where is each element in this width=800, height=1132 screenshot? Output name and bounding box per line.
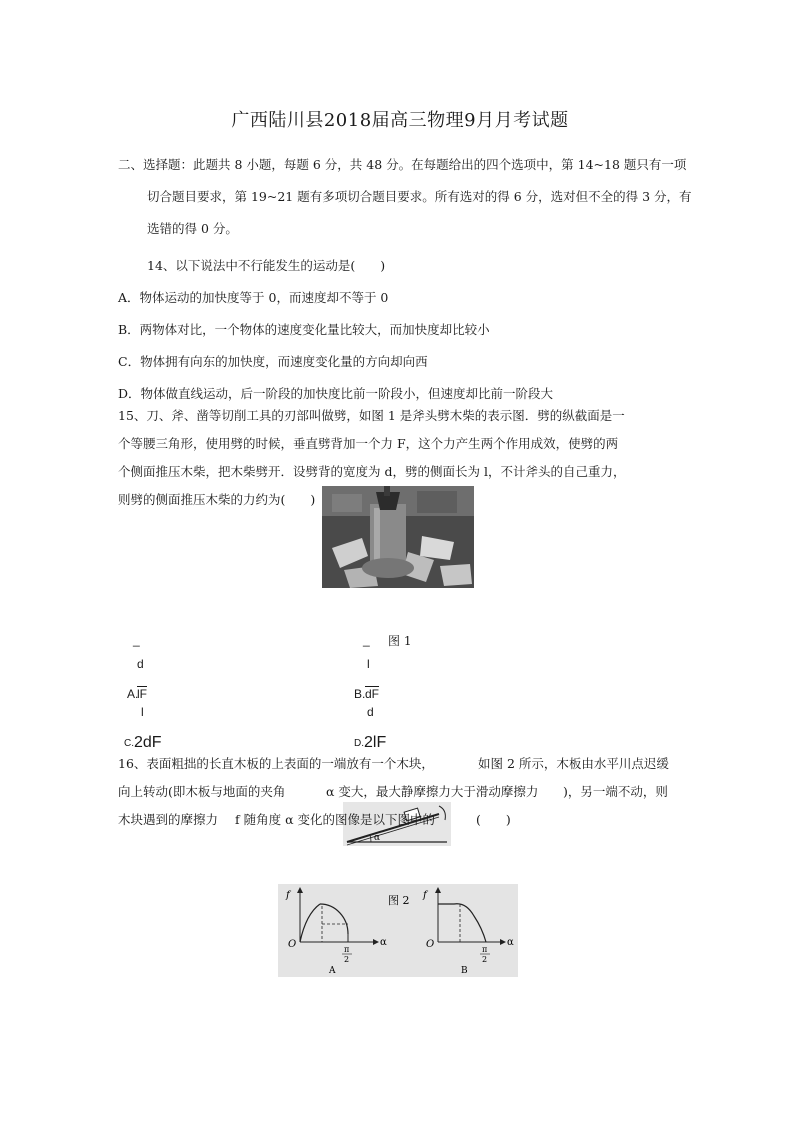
section-instructions-line3: 选错的得 0 分。 (147, 221, 238, 236)
q16-line3-start: 木块遇到的摩擦力 (118, 812, 219, 827)
q15-option-a-fraction: $\overline{lF}$ (137, 687, 147, 701)
q15-line4: 则劈的侧面推压木柴的力约为( ) (118, 492, 316, 507)
figure-1-caption: 图 1 (388, 634, 412, 648)
q15-option-d-label: D. (354, 738, 364, 749)
q16-line1-start: 16、表面粗拙的长直木板的上表面的一端放有一个木块， (118, 756, 434, 771)
q15-option-b-bar: _ (363, 633, 370, 647)
graph-b-two-label: 2 (482, 955, 488, 964)
q15-line2: 个等腰三角形，使用劈的时候，垂直劈背加一个力 F，这个力产生两个作用成效，使劈的两 (118, 436, 619, 451)
q16-line3-end: ( ) (476, 812, 511, 827)
incline-alpha-label: α (374, 833, 381, 843)
q14-option-a: A．物体运动的加快度等于 0，而速度却不等于 0 (118, 290, 389, 305)
graph-b-origin-label: O (426, 939, 435, 950)
q16-line2-end: )，另一端不动，则 (563, 784, 668, 799)
q15-option-b-fraction: $\overline{dF}$ (365, 687, 380, 701)
graph-a-alpha-label: α (380, 937, 387, 948)
q14-option-c: C．物体拥有向东的加快度，而速度变化量的方向却向西 (118, 354, 428, 369)
graph-b-f-label: f (423, 890, 427, 901)
q16-line2-start: 向上转动(即木板与地面的夹角 (118, 784, 286, 799)
q15-option-a-numerator: d (137, 657, 144, 671)
q15-option-a-denominator: l (141, 705, 144, 719)
graph-a-pi-label: π (344, 945, 350, 954)
q15-option-b-label: B. (354, 687, 366, 701)
q15-option-b-numerator: l (367, 657, 370, 671)
q15-option-d-value: 2lF (364, 734, 387, 751)
figure-2-caption: 图 2 (388, 894, 410, 907)
graph-a-f-label: f (286, 890, 290, 901)
q14-stem: 14、以下说法中不行能发生的运动是( ) (147, 258, 386, 273)
q14-option-b: B．两物体对比，一个物体的速度变化量比较大，而加快度却比较小 (118, 322, 490, 337)
q15-line3: 个侧面推压木柴，把木柴劈开．设劈背的宽度为 d，劈的侧面长为 l，不计斧头的自己重力， (118, 464, 626, 479)
q16-line3-middle: f 随角度 α 变化的图像是以下图中的 (235, 812, 435, 827)
q16-line2-middle: α 变大，最大静摩擦力大于滑动摩擦力 (326, 784, 539, 799)
section-instructions-line2: 切合题目要求，第 19~21 题有多项切合题目要求。所有选对的得 6 分，选对但不全的得 3 分，有 (147, 189, 692, 204)
graph-a-label: A (329, 966, 336, 976)
q15-option-c-value: 2dF (134, 734, 162, 751)
q15-option-c-label: C. (124, 738, 134, 749)
q15-line1: 15、刀、斧、凿等切削工具的刃部叫做劈，如图 1 是斧头劈木柴的表示图．劈的纵截面是一 (118, 408, 625, 423)
page-title: 广西陆川县2018届高三物理9月月考试题 (231, 110, 569, 131)
graph-a-origin-label: O (288, 939, 297, 950)
q16-line1-end: 如图 2 所示，木板由水平川点迟缓 (478, 756, 669, 771)
graph-b-pi-label: π (482, 945, 488, 954)
section-instructions-line1: 二、选择题：此题共 8 小题，每题 6 分，共 48 分。在每题给出的四个选项中，第 14~18 题只有一项 (118, 157, 687, 172)
q15-option-b-denominator: d (367, 705, 374, 719)
axe-splitting-wood-photo (322, 486, 474, 588)
graph-b-alpha-label: α (507, 937, 514, 948)
q15-option-a-label: A. (127, 687, 139, 701)
graph-b-label: B (461, 966, 468, 976)
q15-option-a-bar: _ (133, 633, 140, 647)
q14-option-d: D．物体做直线运动，后一阶段的加快度比前一阶段小，但速度却比前一阶段大 (118, 386, 554, 401)
figure-2-graphs (278, 884, 518, 977)
graph-a-two-label: 2 (344, 955, 350, 964)
